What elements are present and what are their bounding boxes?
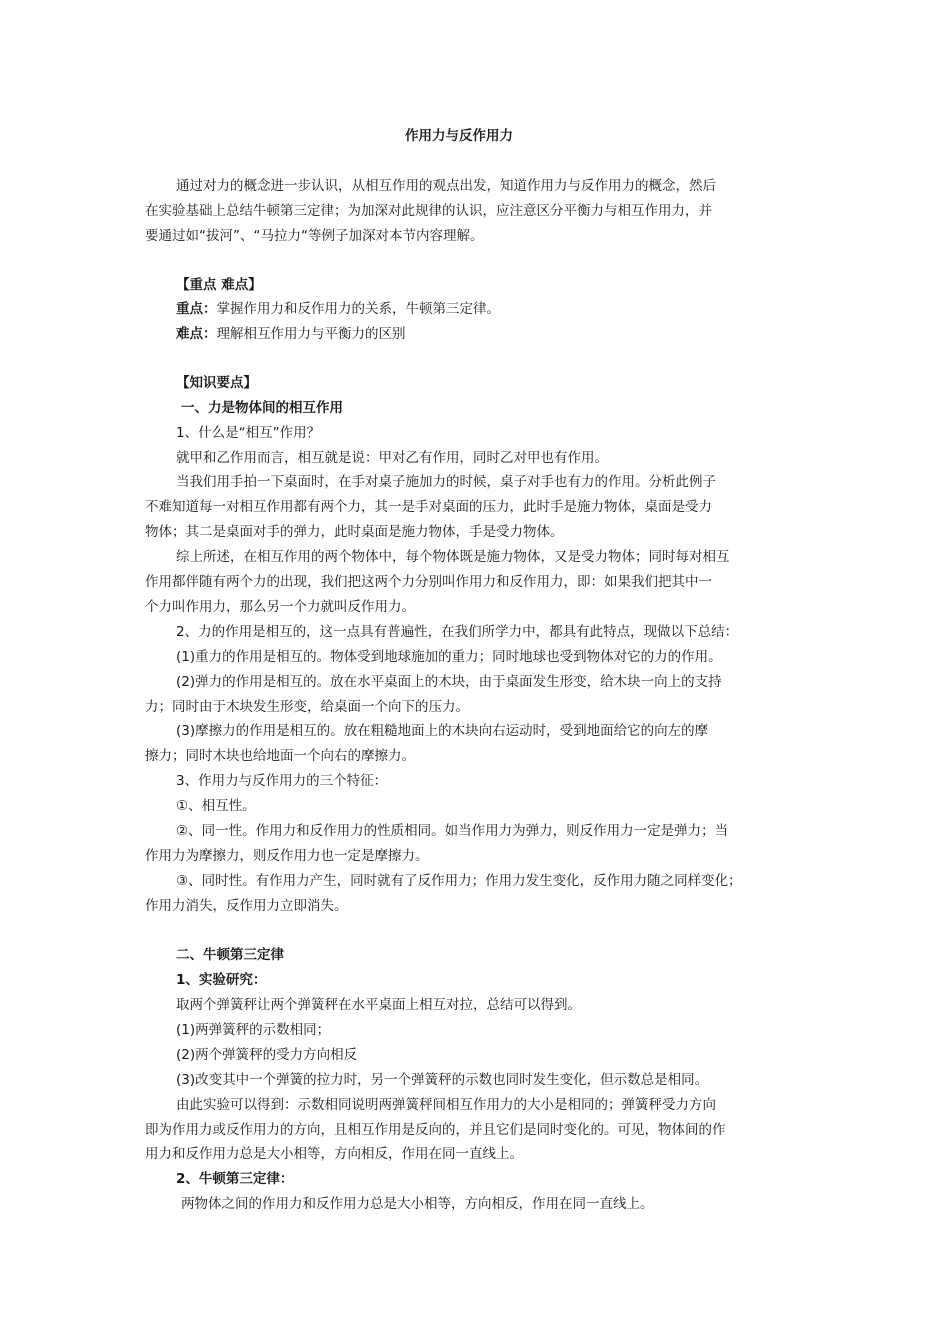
section2-line: 取两个弹簧秤让两个弹簧秤在水平桌面上相互对拉，总结可以得到。	[176, 997, 581, 1013]
difficulty-label: 难点：	[176, 326, 217, 342]
difficulty-text: 理解相互作用力与平衡力的区别	[216, 326, 406, 342]
newton-third-law: 两物体之间的作用力和反作用力总是大小相等，方向相反，作用在同一直线上。	[181, 1196, 654, 1212]
knowledge-line: ①、相互性。	[176, 798, 256, 814]
focus-text: 掌握作用力和反作用力的关系，牛顿第三定律。	[216, 301, 500, 317]
knowledge-line: 物体；其二是桌面对手的弹力，此时桌面是施力物体，手是受力物体。	[145, 524, 564, 540]
knowledge-line: (3)摩擦力的作用是相互的。放在粗糙地面上的木块向右运动时，受到地面给它的向左的摩	[176, 723, 709, 739]
section2-line: (3)改变其中一个弹簧的拉力时，另一个弹簧秤的示数也同时发生变化，但示数总是相同。	[176, 1072, 709, 1088]
section2-line: (2)两个弹簧秤的受力方向相反	[176, 1047, 358, 1063]
section2-sub2: 2、牛顿第三定律：	[176, 1171, 294, 1187]
knowledge-line: 1、什么是“相互”作用？	[176, 425, 321, 441]
knowledge-line: 擦力；同时木块也给地面一个向右的摩擦力。	[145, 748, 415, 764]
knowledge-line: (1)重力的作用是相互的。物体受到地球施加的重力；同时地球也受到物体对它的力的作用。	[176, 649, 722, 665]
knowledge-line: 综上所述，在相互作用的两个物体中，每个物体既是施力物体，又是受力物体；同时每对相互	[176, 549, 730, 565]
key-points-header: 【重点 难点】	[176, 277, 262, 293]
focus-label: 重点：	[176, 301, 217, 317]
knowledge-line: ③、同时性。有作用力产生，同时就有了反作用力；作用力发生变化，反作用力随之同样变化；	[176, 873, 742, 889]
knowledge-line: 就甲和乙作用而言，相互就是说：甲对乙有作用，同时乙对甲也有作用。	[176, 450, 608, 466]
intro-line: 在实验基础上总结牛顿第三定律；为加深对此规律的认识，应注意区分平衡力与相互作用力，并	[145, 203, 712, 219]
knowledge-line: 作用力消失，反作用力立即消失。	[145, 898, 348, 914]
knowledge-line: 不难知道每一对相互作用都有两个力，其一是手对桌面的压力，此时手是施力物体，桌面是受力	[145, 499, 712, 515]
knowledge-line: 当我们用手拍一下桌面时，在手对桌子施加力的时候，桌子对手也有力的作用。分析此例子	[176, 474, 716, 490]
knowledge-header: 【知识要点】	[176, 375, 257, 391]
intro-line: 要通过如“拔河”、“马拉力“等例子加深对本节内容理解。	[145, 228, 484, 244]
section2-line: 用力和反作用力总是大小相等，方向相反，作用在同一直线上。	[145, 1146, 523, 1162]
intro-line: 通过对力的概念进一步认识，从相互作用的观点出发，知道作用力与反作用力的概念，然后	[176, 178, 716, 194]
section2-line: (1)两弹簧秤的示数相同；	[176, 1022, 331, 1038]
knowledge-line: 3、作用力与反作用力的三个特征：	[176, 773, 388, 789]
section2-title: 二、牛顿第三定律	[176, 947, 284, 963]
section2-line: 即为作用力或反作用力的方向，且相互作用是反向的，并且它们是同时变化的。可见，物体间的作	[145, 1122, 726, 1138]
focus-line	[176, 300, 500, 318]
knowledge-line: 作用都伴随有两个力的出现，我们把这两个力分别叫作用力和反作用力，即：如果我们把其中一	[145, 574, 712, 590]
section1-title: 一、力是物体间的相互作用	[181, 400, 343, 416]
section2-line: 由此实验可以得到：示数相同说明两弹簧秤间相互作用力的大小是相同的；弹簧秤受力方向	[176, 1097, 716, 1113]
section2-sub1: 1、实验研究：	[176, 972, 267, 988]
difficulty-line	[176, 325, 406, 343]
page-title: 作用力与反作用力	[405, 128, 513, 144]
knowledge-line: 力；同时由于木块发生形变，给桌面一个向下的压力。	[145, 699, 469, 715]
knowledge-line: 个力叫作用力，那么另一个力就叫反作用力。	[145, 599, 415, 615]
knowledge-line: 作用力为摩擦力，则反作用力也一定是摩擦力。	[145, 848, 429, 864]
knowledge-line: (2)弹力的作用是相互的。放在水平桌面上的木块，由于桌面发生形变，给木块一向上的支持	[176, 674, 722, 690]
knowledge-line: 2、力的作用是相互的，这一点具有普遍性，在我们所学力中，都具有此特点，现做以下总结：	[176, 624, 739, 640]
knowledge-line: ②、同一性。作用力和反作用力的性质相同。如当作用力为弹力，则反作用力一定是弹力；当	[176, 823, 729, 839]
